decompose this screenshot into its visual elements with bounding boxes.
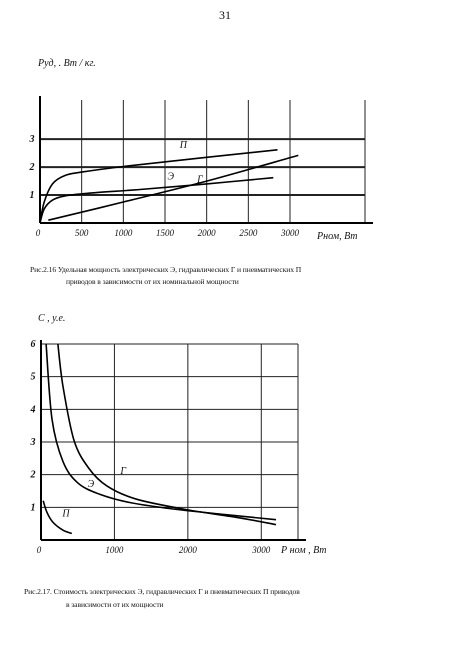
chart-1-y-tick-label: 2 [29,162,35,174]
chart-2-x-tick-label: 2000 [178,545,197,555]
figure-2-x-axis-title: Р ном , Вт [281,545,327,556]
figure-1-x-axis-title: Рном, Вт [317,231,358,242]
chart-1-x-tick-label: 3000 [281,228,299,238]
chart-2-x-tick-label: 1000 [105,545,124,555]
chart-2-y-tick-label: 6 [30,339,36,350]
chart-2-series-label-0: П [62,508,70,520]
chart-2-series-label-2: Г [120,466,127,478]
figure-2-y-axis-title: С , у.е. [38,313,66,324]
chart-1-series-label-2: Г [197,174,203,186]
figure-1-caption-line-2: приводов в зависимости от их номинальной мощности [66,277,239,286]
chart-2-y-tick-label: 1 [30,502,36,514]
chart-1-x-tick-label: 1000 [114,228,133,238]
figure-1-y-axis-title: Руд, . Вт / кг. [38,58,96,69]
figure-1-caption-line-1: Рис.2.16 Удельная мощность электрических Э, гидравлических Г и пневматических П [30,265,302,274]
chart-1-y-tick-label: 3 [29,134,35,146]
chart-2-series-line-2 [58,344,276,525]
chart-1-x-tick-label: 0 [35,228,41,238]
chart-2-series-line-1 [46,344,276,520]
chart-1-x-tick-label: 2500 [239,228,258,238]
chart-1-x-tick-label: 1500 [156,228,174,238]
chart-2-y-tick-label: 4 [30,404,36,416]
chart-2-y-tick-label: 2 [30,469,36,481]
chart-1-series-label-0: П [179,140,187,152]
chart-2-x-tick-label: 3000 [252,545,271,555]
chart-2-x-tick-label: 0 [36,545,42,555]
chart-1-series-label-1: Э [167,171,175,183]
chart-2-y-tick-label: 5 [30,371,36,383]
figure-2-caption-line-2: в зависимости от их мощности [66,600,164,609]
chart-1-x-tick-label: 500 [74,228,89,238]
figure-2-caption-line-1: Рис.2.17. Стоимость электрических Э, гидравлических Г и пневматических П приводов [24,587,300,596]
chart-1-x-tick-label: 2000 [197,228,216,238]
page-number: 31 [219,8,231,22]
chart-2-series-label-1: Э [87,479,95,491]
chart-1-y-tick-label: 1 [29,190,35,202]
chart-2-y-tick-label: 3 [30,437,36,448]
